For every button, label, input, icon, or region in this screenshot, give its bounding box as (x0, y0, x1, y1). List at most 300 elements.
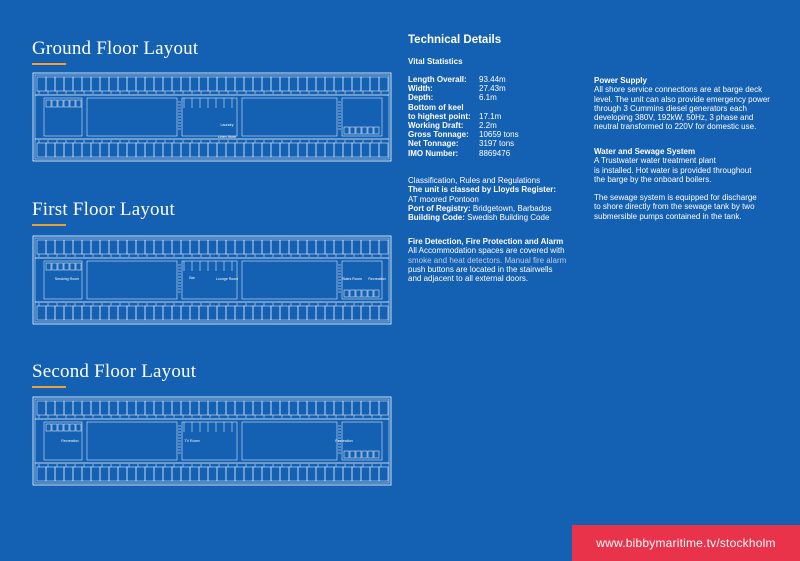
cabin (181, 240, 190, 254)
cabin (190, 467, 199, 481)
cabin (172, 143, 181, 157)
cabin (253, 306, 262, 320)
cabin (262, 77, 271, 91)
cabin (379, 77, 388, 91)
cabin (343, 77, 352, 91)
cabin (145, 401, 154, 415)
cabin (361, 467, 370, 481)
first-floor-plan-drawing (32, 231, 392, 331)
cabin (325, 77, 334, 91)
cabin (370, 306, 379, 320)
cabin (352, 306, 361, 320)
fire-line: push buttons are located in the stairwells (408, 264, 553, 274)
cabin (127, 240, 136, 254)
cabin (82, 143, 91, 157)
cabin (163, 306, 172, 320)
cabin (325, 143, 334, 157)
second-floor-plan-drawing (32, 392, 392, 492)
cabin (280, 143, 289, 157)
cabin (55, 306, 64, 320)
cabin (253, 143, 262, 157)
cabin (199, 143, 208, 157)
cabin (145, 240, 154, 254)
cabin (226, 306, 235, 320)
small-room (46, 263, 51, 270)
cabin (163, 467, 172, 481)
cabin (379, 401, 388, 415)
room-block (242, 98, 337, 136)
cabin (37, 467, 46, 481)
cabin (91, 240, 100, 254)
small-room (46, 424, 51, 431)
cabin (226, 401, 235, 415)
cabin (280, 77, 289, 91)
cabin (127, 467, 136, 481)
cabin (352, 401, 361, 415)
cabin (271, 467, 280, 481)
cabin (64, 240, 73, 254)
small-room (64, 100, 69, 107)
cabin (352, 143, 361, 157)
small-room (374, 451, 379, 458)
cabin (91, 467, 100, 481)
cabin (379, 306, 388, 320)
cabin (217, 306, 226, 320)
cabin (55, 467, 64, 481)
cabin (370, 401, 379, 415)
small-room (344, 451, 349, 458)
cabin (235, 240, 244, 254)
cabin (253, 467, 262, 481)
cabin (163, 77, 172, 91)
room-label: Smoking Room (54, 277, 80, 281)
small-room (52, 424, 57, 431)
room-label: Stairs Room (342, 277, 362, 281)
spec-row: Net Tonnage: 3197 tons (408, 139, 515, 149)
cabin (208, 401, 217, 415)
cabin (271, 306, 280, 320)
cabin (226, 467, 235, 481)
fire-line: and adjacent to all external doors. (408, 274, 529, 284)
small-room (356, 127, 361, 134)
spec-row: Depth: 6.1m (408, 93, 497, 103)
cabin (226, 240, 235, 254)
fire-line: smoke and heat detectors. Manual fire alarm (408, 255, 567, 265)
spec-row: Length Overall: 93.44m (408, 75, 506, 84)
cabin (145, 467, 154, 481)
cabin (136, 240, 145, 254)
cabin (73, 240, 82, 254)
cabin (208, 77, 217, 91)
room-label: Bar (189, 276, 195, 280)
cabin (343, 306, 352, 320)
cabin (136, 401, 145, 415)
water-line: is installed. Hot water is provided throughout (594, 165, 752, 175)
cabin (154, 143, 163, 157)
cabin (262, 143, 271, 157)
ground-floor-plan-drawing (32, 68, 392, 168)
cabin (370, 77, 379, 91)
cabin (298, 240, 307, 254)
cabin (109, 306, 118, 320)
cabin (316, 77, 325, 91)
cabin (55, 401, 64, 415)
cabin (262, 306, 271, 320)
cabin (235, 143, 244, 157)
cabin (361, 143, 370, 157)
cabin (118, 143, 127, 157)
small-room (76, 424, 81, 431)
cabin (154, 401, 163, 415)
cabin (46, 143, 55, 157)
power-line: level. The unit can also provide emergency power (594, 94, 770, 104)
cabin (118, 240, 127, 254)
plan-inner-outline (35, 238, 389, 322)
cabin (370, 467, 379, 481)
cabin (280, 401, 289, 415)
cabin (271, 240, 280, 254)
sewage-line: to shore directly from the sewage tank by two (594, 202, 755, 212)
fire-block (408, 237, 588, 283)
power-line: neutral transformed to 220V for domestic use. (594, 122, 757, 132)
cabin (298, 143, 307, 157)
room-block (87, 422, 177, 460)
cabin (37, 306, 46, 320)
cabin (208, 306, 217, 320)
room-label: Recreation (368, 277, 386, 281)
cabin (154, 77, 163, 91)
cabin (316, 240, 325, 254)
cabin (343, 401, 352, 415)
cabin (361, 401, 370, 415)
cabin (289, 306, 298, 320)
cabin (109, 467, 118, 481)
cabin (64, 77, 73, 91)
small-room (76, 263, 81, 270)
small-room (64, 263, 69, 270)
cabin (109, 401, 118, 415)
cabin (334, 77, 343, 91)
cabin (46, 240, 55, 254)
technical-details-title: Technical Details (408, 34, 502, 46)
cabin (46, 306, 55, 320)
cabin (370, 143, 379, 157)
small-room (58, 424, 63, 431)
first-floor-plan (32, 231, 392, 331)
cabin (280, 240, 289, 254)
room-block (87, 261, 177, 299)
cabin (55, 77, 64, 91)
small-room (368, 290, 373, 297)
room-label: Recreation (61, 439, 79, 443)
cabin (100, 306, 109, 320)
cabin (226, 143, 235, 157)
cabin (298, 467, 307, 481)
cabin (226, 77, 235, 91)
small-room (344, 127, 349, 134)
cabin (379, 240, 388, 254)
cabin (208, 240, 217, 254)
cabin (235, 401, 244, 415)
cabin (262, 240, 271, 254)
small-room (362, 290, 367, 297)
ground-floor-title-rule (32, 63, 66, 65)
cabin (199, 240, 208, 254)
cabin (64, 467, 73, 481)
cabin (307, 77, 316, 91)
cabin (298, 306, 307, 320)
cabin (298, 77, 307, 91)
cabin (136, 143, 145, 157)
second-floor-plan (32, 392, 392, 492)
cabin (127, 401, 136, 415)
cabin (163, 401, 172, 415)
plan-outline (33, 73, 391, 161)
website-link[interactable]: www.bibbymaritime.tv/stockholm (596, 536, 776, 550)
small-room (58, 263, 63, 270)
room-label: Recreation (335, 439, 353, 443)
cabin (217, 401, 226, 415)
small-room (350, 451, 355, 458)
cabin (145, 77, 154, 91)
cabin (172, 77, 181, 91)
small-room (46, 100, 51, 107)
cabin (154, 240, 163, 254)
cabin (55, 143, 64, 157)
cabin (316, 467, 325, 481)
cabin (289, 240, 298, 254)
cabin (82, 306, 91, 320)
cabin (190, 143, 199, 157)
cabin (172, 467, 181, 481)
small-room (374, 290, 379, 297)
cabin (334, 240, 343, 254)
classed-by-label: The unit is classed by Lloyds Register: (408, 185, 557, 195)
building-code: Building Code: Swedish Building Code (408, 213, 550, 223)
cabin (181, 306, 190, 320)
cabin (244, 240, 253, 254)
cabin (190, 401, 199, 415)
cabin (109, 143, 118, 157)
cabin (370, 240, 379, 254)
cabin (64, 306, 73, 320)
cabin (181, 143, 190, 157)
cabin (307, 467, 316, 481)
cabin (100, 467, 109, 481)
small-room (58, 100, 63, 107)
water-line: the barge by the onboard boilers. (594, 174, 712, 184)
small-room (70, 263, 75, 270)
cabin (136, 467, 145, 481)
spec-row: Gross Tonnage: 10659 tons (408, 130, 519, 140)
cabin (271, 401, 280, 415)
cabin (145, 306, 154, 320)
water-line: A Trustwater water treatment plant (594, 156, 716, 166)
cabin (64, 401, 73, 415)
small-room (374, 127, 379, 134)
cabin (73, 401, 82, 415)
cabin (316, 401, 325, 415)
cabin (172, 306, 181, 320)
cabin (199, 306, 208, 320)
cabin (118, 306, 127, 320)
small-room (64, 424, 69, 431)
small-room (362, 127, 367, 134)
cabin (154, 467, 163, 481)
cabin (289, 401, 298, 415)
cabin (127, 77, 136, 91)
plan-inner-outline (35, 75, 389, 159)
cabin (307, 401, 316, 415)
power-line: developing 380V, 192kW, 50Hz, 3 phase and (594, 113, 754, 123)
cabin (280, 306, 289, 320)
cabin (334, 401, 343, 415)
power-line: through 3 Cummins diesel generators each (594, 103, 747, 113)
small-room (356, 451, 361, 458)
water-block (594, 147, 794, 221)
cabin (73, 306, 82, 320)
cabin (37, 240, 46, 254)
cabin (109, 240, 118, 254)
cabin (316, 143, 325, 157)
first-floor-title-rule (32, 224, 66, 226)
cabin (262, 401, 271, 415)
small-room (356, 290, 361, 297)
cabin (82, 240, 91, 254)
cabin (235, 467, 244, 481)
cabin (271, 143, 280, 157)
cabin (307, 143, 316, 157)
classification-title: Classification, Rules and Regulations (408, 176, 541, 185)
cabin (82, 401, 91, 415)
cabin (334, 306, 343, 320)
cabin (325, 306, 334, 320)
fire-line: All Accommodation spaces are covered with (408, 246, 565, 256)
cabin (109, 77, 118, 91)
room-label: Linen Store (217, 135, 237, 139)
cabin (289, 467, 298, 481)
cabin (127, 143, 136, 157)
cabin (352, 240, 361, 254)
water-title: Water and Sewage System (594, 147, 696, 156)
cabin (91, 306, 100, 320)
cabin (244, 306, 253, 320)
cabin (46, 401, 55, 415)
small-room (368, 451, 373, 458)
small-room (350, 290, 355, 297)
small-room (52, 100, 57, 107)
cabin (316, 306, 325, 320)
cabin (352, 77, 361, 91)
cabin (244, 143, 253, 157)
cabin (172, 240, 181, 254)
small-room (344, 290, 349, 297)
room-label: Laundry (220, 123, 234, 127)
spec-row: IMO Number: 8869476 (408, 148, 511, 158)
small-room (350, 127, 355, 134)
cabin (262, 467, 271, 481)
room-block (242, 422, 337, 460)
cabin (343, 143, 352, 157)
small-room (52, 263, 57, 270)
cabin (361, 306, 370, 320)
second-floor-title: Second Floor Layout (32, 361, 197, 382)
classification-block (408, 176, 583, 222)
cabin (91, 77, 100, 91)
cabin (163, 143, 172, 157)
small-room (368, 127, 373, 134)
cabin (307, 306, 316, 320)
cabin (100, 240, 109, 254)
spec-row: Width: 27.43m (408, 84, 506, 94)
room-block (182, 98, 237, 136)
cabin (361, 240, 370, 254)
cabin (325, 467, 334, 481)
cabin (298, 401, 307, 415)
cabin (136, 306, 145, 320)
vital-statistics-title: Vital Statistics (408, 57, 463, 66)
cabin (73, 467, 82, 481)
cabin (91, 401, 100, 415)
power-title: Power Supply (594, 76, 647, 85)
cabin (37, 143, 46, 157)
cabin (334, 467, 343, 481)
room-label: TV Room (184, 439, 200, 443)
cabin (73, 77, 82, 91)
cabin (190, 240, 199, 254)
spec-row: Working Draft: 2.2m (408, 121, 497, 131)
cabin (73, 143, 82, 157)
cabin (82, 77, 91, 91)
cabin (163, 240, 172, 254)
cabin (217, 467, 226, 481)
room-block (87, 98, 177, 136)
cabin (253, 240, 262, 254)
room-block (242, 261, 337, 299)
cabin (100, 401, 109, 415)
cabin (271, 77, 280, 91)
cabin (325, 240, 334, 254)
classed-by-value: AT moored Pontoon (408, 194, 479, 204)
cabin (181, 77, 190, 91)
cabin (208, 143, 217, 157)
room-label: Lounge Room (215, 277, 239, 281)
ground-floor-plan (32, 68, 392, 168)
plan-outline (33, 236, 391, 324)
cabin (289, 77, 298, 91)
cabin (352, 467, 361, 481)
cabin (244, 77, 253, 91)
spec-table (408, 75, 519, 158)
spec-row: to highest point: 17.1m (408, 111, 502, 121)
cabin (100, 143, 109, 157)
cabin (136, 77, 145, 91)
website-link-bar[interactable] (572, 525, 800, 561)
cabin (82, 467, 91, 481)
cabin (37, 77, 46, 91)
small-room (70, 100, 75, 107)
cabin (289, 143, 298, 157)
cabin (118, 77, 127, 91)
cabin (379, 467, 388, 481)
cabin (154, 306, 163, 320)
power-line: All shore service connections are at barge deck (594, 85, 763, 95)
port-of-registry: Port of Registry: Bridgetown, Barbados (408, 203, 552, 213)
cabin (118, 467, 127, 481)
cabin (217, 77, 226, 91)
cabin (55, 240, 64, 254)
cabin (190, 306, 199, 320)
